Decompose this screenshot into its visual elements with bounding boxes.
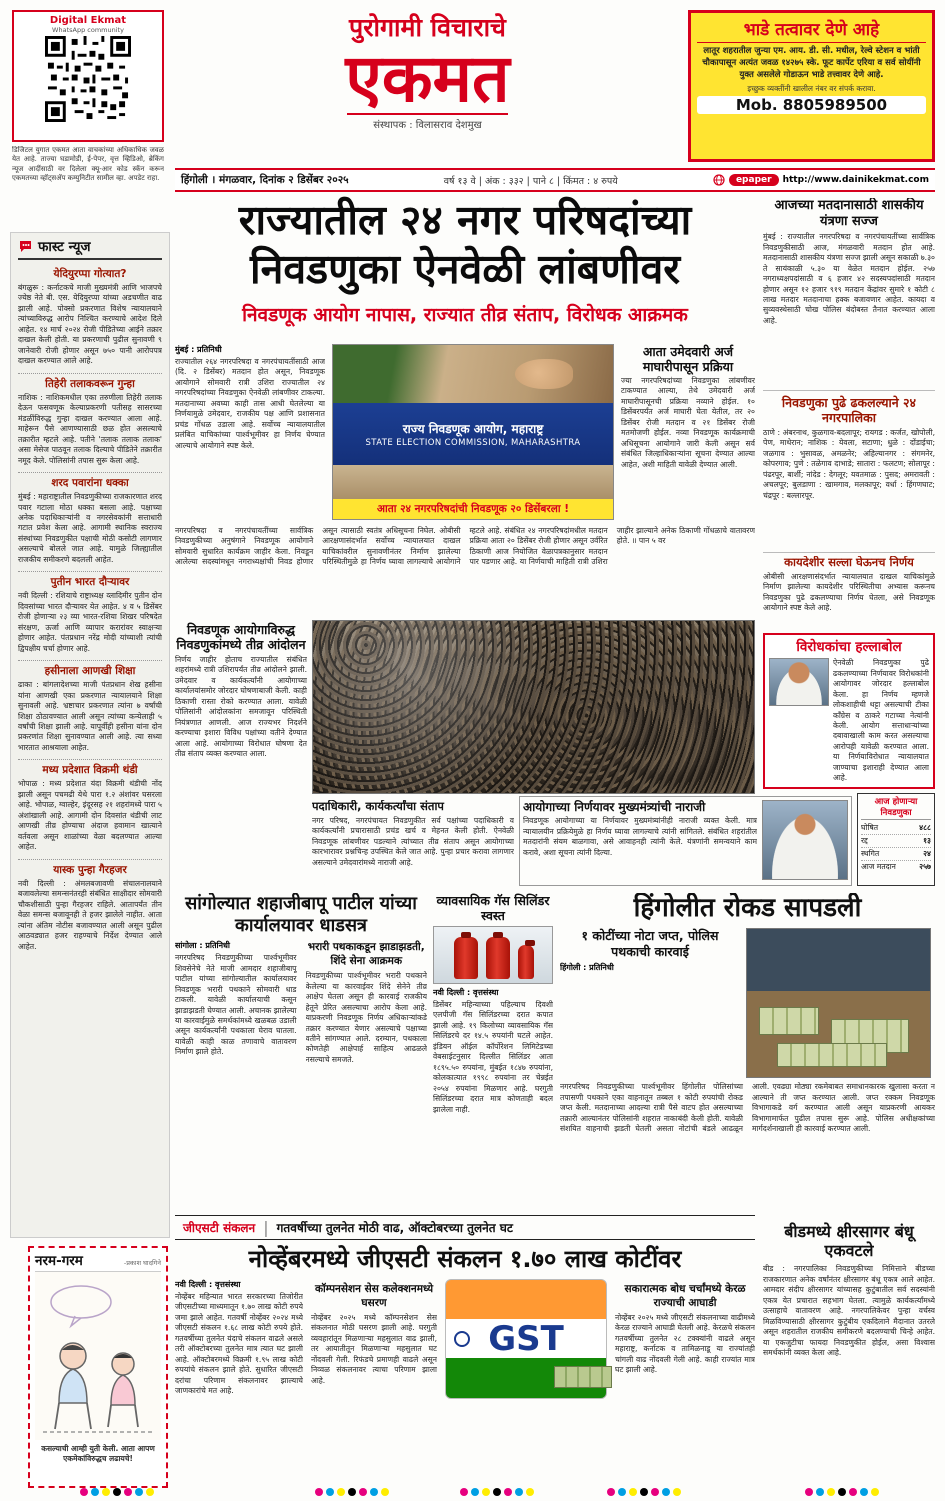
fast-news-body: बंगळुरू : कर्नाटकचे माजी मुख्यमंत्री आणि भाजपचे ज्येष्ठ नेते बी. एस. येदियुरप्पा यांच्या अडचणीत वाढ झाली आहे. पोक्सो प्रकरणात विशेष न्यायालयाने त्यांच्याविरुद्ध आरोप निश्चित करण्याचे आदेश दिले आहेत. १४ मार्च २०२४ रोजी पीडितेच्या आईने तक्रार दाखल केली होती. या प्रकरणाची पुढील सुनावणी ९ जानेवारी रोजी होणार असून ७५० पानी आरोपपत्र दाखल करण्यात आले आहे. (18, 283, 162, 366)
masthead-founder: संस्थापक : विलासराव देशमुख (347, 113, 508, 131)
beed-headline: बीडमध्ये क्षीरसागर बंधू एकवटले (784, 1222, 914, 1261)
stat-label: आज मतदान (861, 862, 896, 871)
stat-value: २५७ (919, 862, 931, 871)
fast-news-headline: पुतीन भारत दौऱ्यावर (50, 576, 130, 589)
sangola-body-1: नगरपरिषद निवडणुकीच्या पार्श्वभूमीवर शिवसेनेचे नेते माजी आमदार शहाजीबापू पाटील यांच्या सांगोल्यातील कार्यालयावर निवडणूक भरारी पथकाने सोमवारी धाड टाकली. यावेळी कार्यालयाची कसून झाडाझडती घेण्यात आली. अचानक झालेल्या या कारवाईमुळे समर्थकांमध्ये खळबळ उडाली असून कार्यकर्त्यांनी पथकाला घेराव घातला. यावेळी काही काळ तणावाचे वातावरण निर्माण झाले होते. (175, 953, 297, 1057)
beed-body: बीड : नगरपालिका निवडणुकीच्या निमित्ताने बीडच्या राजकारणात अनेक वर्षांनंतर क्षीरसागर बंधू एकत्र आले आहेत. आमदार संदीप क्षीरसागर यांच्यासह कुटुंबातील सर्व सदस्यांनी एकत्र येत प्रचारात सहभाग घेतला. त्यामुळे कार्यकर्त्यांमध्ये उत्साहाचे वातावरण आहे. नगरपालिकेवर पुन्हा वर्चस्व मिळविण्यासाठी क्षीरसागर कुटुंबीय एकदिलाने मैदानात उतरले असून शहरातील राजकीय समीकरणे बदलण्याची चिन्हे आहेत. या एकजुटीचा फायदा निवडणुकीत होईल, असा विश्वास समर्थकांनी व्यक्त केला आहे. (763, 1264, 935, 1358)
fast-news-headline: शरद पवारांना धक्का (51, 477, 129, 490)
legal-advice-headline: कायदेशीर सल्ला घेऊनच निर्णय (784, 556, 914, 569)
gas-body: डिसेंबर महिन्याच्या पहिल्याच दिवशी एलपीजी गॅस सिलिंडरच्या दरात कपात झाली आहे. १९ किलोच्या व्यावसायिक गॅस सिलिंडरचे दर १४.५ रुपयांनी घटले आहेत. इंडियन ऑईल कॉर्पोरेशन लिमिटेडच्या वेबसाईटनुसार दिल्लीत सिलिंडर आता १८९५.५० रुपयांना, मुंबईत १८४७ रुपयांना, कोलकात्यात १९९८ रुपयांना तर चेन्नईत २०५४ रुपयांना मिळणार आहे. घरगुती सिलिंडरच्या दरात मात्र कोणताही बदल झालेला नाही. (433, 1000, 553, 1114)
todays-elections-stat-box (857, 793, 935, 886)
workers-anger-body: नगर परिषद, नगरपंचायत निवडणुकीत सर्व पक्षांच्या पदाधिकारी व कार्यकर्त्यांनी प्रचारासाठी प्रचंड खर्च व मेहनत केली होती. ऐनवेळी निवडणूक लांबणीवर पडल्याने त्यांच्यात तीव्र संताप असून आयोगाच्या कारभारावर प्रश्नचिन्ह उपस्थित केले जात आहे. पुन्हा प्रचार करावा लागणार असल्याने उमेदवारांमध्ये नाराजी आहे. (312, 815, 514, 867)
lead-story-row (175, 344, 755, 520)
gas-byline: नवी दिल्ली : वृत्तसंस्था (433, 988, 499, 997)
sangola-body-2: निवडणुकीच्या पार्श्वभूमीवर भरारी पथकाने केलेल्या या कारवाईवर शिंदे सेनेने तीव्र आक्षेप घेतला असून ही कारवाई राजकीय हेतूने प्रेरित असल्याचा आरोप केला आहे. याप्रकरणी निवडणूक निर्णय अधिकाऱ्यांकडे तक्रार करण्यात येणार असल्याचे पक्षाच्या वतीने सांगण्यात आले. दरम्यान, पथकाला कोणतेही आक्षेपार्ह साहित्य आढळले नसल्याचे समजते. (305, 971, 427, 1064)
cartoonist-credit: -प्रकाश घादगिने (123, 1259, 161, 1267)
fast-news-body: नवी दिल्ली : रशियाचे राष्ट्राध्यक्ष व्लादिमीर पुतीन दोन दिवसांच्या भारत दौऱ्यावर येत आहेत. ४ व ५ डिसेंबर रोजी होणाऱ्या २३ व्या भारत-रशिया शिखर परिषदेत संरक्षण, ऊर्जा आणि व्यापार करारांवर स्वाक्षऱ्या होणार आहेत. पंतप्रधान नरेंद्र मोदी यांच्याशी त्यांची द्विपक्षीय चर्चा होणार आहे. (18, 591, 162, 653)
protest-article (175, 622, 307, 886)
edition-date: हिंगोली । मंगळवार, दिनांक २ डिसेंबर २०२५ (181, 174, 349, 186)
fast-news-item (18, 264, 162, 374)
gas-cylinders-photo (433, 926, 553, 984)
stat-box-title: आज होणाऱ्या निवडणुका (861, 796, 931, 820)
fast-news-body: मुंबई : महाराष्ट्रातील निवडणुकीच्या राजकारणात शरद पवार गटाला मोठा धक्का बसला आहे. पक्षाच्या अनेक पदाधिकाऱ्यांनी व नगरसेवकांनी सत्ताधारी गटात प्रवेश केला आहे. आगामी स्थानिक स्वराज्य संस्थांच्या निवडणुकीत पक्षाची मोठी कसोटी लागणार असल्याचे बोलले जात आहे. यामुळे जिल्ह्यातील राजकीय समीकरणे बदलली आहेत. (18, 492, 162, 564)
postponed-councils-article (763, 395, 935, 553)
qr-code (45, 36, 131, 122)
fast-news-sidebar (10, 232, 170, 1238)
photo-overlay-caption: आता २४ नगरपरिषदांची निवडणूक २० डिसेंबरला ! (333, 499, 613, 519)
opposition-attack-headline: विरोधकांचा हल्लाबोल (796, 639, 902, 655)
fast-news-headline: मध्य प्रदेशात विक्रमी थंडी (42, 764, 138, 777)
fast-news-item (18, 374, 162, 473)
fast-news-body: भोपाळ : मध्य प्रदेशात यंदा विक्रमी थंडीची नोंद झाली असून पचमढी येथे पारा १.२ अंशांवर घसरला आहे. भोपाळ, ग्वाल्हेर, इंदूरसह २१ शहरांमध्ये पारा ५ अंशांखाली आहे. आगामी दोन दिवसांत थंडीची लाट आणखी तीव्र होण्याचा अंदाज हवामान खात्याने वर्तवला असून शाळांच्या वेळा बदलण्यात आल्या आहेत. (18, 779, 162, 852)
stat-value: ४८८ (919, 823, 931, 832)
lead-story-headline-block (175, 196, 755, 327)
editorial-cartoon-box (28, 1246, 168, 1488)
website-url[interactable]: http://www.dainikekmat.com (782, 175, 929, 185)
print-mark-cluster (80, 1488, 154, 1496)
epaper-badge[interactable]: epaper (729, 174, 779, 186)
machinery-ready-headline: आजच्या मतदानासाठी शासकीय यंत्रणा सज्ज (774, 198, 924, 229)
protest-body: निर्णय जाहीर होताच राज्यातील संबंधित शहरांमध्ये रात्री उशिरापर्यंत तीव्र आंदोलने झाली. उमेदवार व कार्यकर्त्यांनी आयोगाच्या कार्यालयांसमोर जोरदार घोषणाबाजी केली. काही ठिकाणी रास्ता रोको करण्यात आला. यावेळी पोलिसांनी आंदोलकांना समजावून परिस्थिती नियंत्रणात आणली. आज राज्यभर निदर्शने करण्याचा इशारा विविध पक्षांच्या वतीने देण्यात आला आहे. आयोगाच्या विरोधात घोषणा देत तीव्र संताप व्यक्त करण्यात आला. (175, 655, 307, 759)
workers-anger-article (312, 800, 514, 886)
masthead-title: एकमत (345, 40, 510, 117)
cash-seizure-kicker: १ कोटींच्या नोटा जप्त, पोलिस पथकाची कारवाई (581, 928, 719, 959)
cartoon-caption: कसल्याची आम्ही युती केली. आता आपण एकमेकांविरुद्धच लढायचे! (41, 1444, 155, 1463)
legal-advice-article (763, 556, 935, 630)
gst-collection-article (175, 1245, 755, 1490)
stat-row (861, 822, 931, 835)
opposition-attack-article (763, 633, 935, 789)
cartoon-drawing (35, 1272, 161, 1440)
lead-headline: राज्यातील २४ नगर परिषदांच्या निवडणुका ऐनवेळी लांबणीवर (238, 196, 692, 294)
strip-divider: | (263, 1218, 269, 1237)
print-mark-cluster (805, 1488, 879, 1496)
gst-logo-text: GST (488, 1318, 564, 1359)
sangola-sub-headline: भरारी पथकाकडून झाडाझडती, शिंदे सेना आक्रमक (307, 941, 425, 968)
beed-brothers-article (763, 1222, 935, 1490)
stat-label: स्थगित (861, 849, 880, 858)
print-mark-cluster (460, 1488, 534, 1496)
lead-body-column: राज्यातील २६४ नगरपरिषदा व नगरपंचायतींसाठी आज (दि. २ डिसेंबर) मतदान होत असून, निवडणूक आयोगाने सोमवारी रात्री उशिरा राज्यातील २४ नगरपरिषदांच्या निवडणुका ऐनवेळी लांबणीवर टाकल्या. मतदानाच्या अवघ्या काही तास आधी घेतलेल्या या निर्णयामुळे उमेदवार, राजकीय पक्ष आणि प्रशासनात प्रचंड गोंधळ उडाला आहे. सर्वोच्च न्यायालयातील प्रलंबित याचिकांच्या पार्श्वभूमीवर हा निर्णय घेण्यात आल्याचे आयोगाने स्पष्ट केले. (175, 357, 325, 450)
gst-tricolor-graphic (445, 1279, 607, 1399)
cm-displeasure-headline: आयोगाच्या निर्णयावर मुख्यमंत्र्यांची नाराजी (523, 800, 706, 814)
cess-body: नोव्हेंबर २०२५ मध्ये कॉम्पनसेशन सेस संकलनात मोठी घसरण झाली आहे. घरगुती व्यवहारांतून मिळणाऱ्या महसुलात वाढ झाली, तर आयातीतून मिळणाऱ्या महसुलात घट नोंदवली गेली. रिफंडचे प्रमाणही वाढले असून निव्वळ संकलनावर त्याचा परिणाम झाला आहे. (311, 1312, 437, 1385)
lead-continuation-text: नगरपरिषदा व नगरपंचायतींच्या सार्वत्रिक निवडणुकीच्या अनुषंगाने निवडणूक आयोगाने सोमवारी सुधारित कार्यक्रम जाहीर केला. निवडून आलेल्या सदस्यांमधून नगराध्यक्षांची निवड होणार असून त्यासाठी स्वतंत्र अधिसूचना निघेल. ओबीसी आरक्षणासंदर्भात सर्वोच्च न्यायालयात दाखल याचिकांवरील सुनावणीनंतर निर्माण झालेल्या परिस्थितीमुळे हा निर्णय घ्यावा लागल्याचे आयोगाने म्हटले आहे. संबंधित २४ नगरपरिषदांमधील मतदान प्रक्रिया आता २० डिसेंबर रोजी होणार असून उर्वरित ठिकाणी आज नियोजित वेळापत्रकानुसार मतदान पार पडणार आहे. या निर्णयाची माहिती रात्री उशिरा जाहीर झाल्याने अनेक ठिकाणी गोंधळाचे वातावरण होते. ॥ पान ५ वर (175, 526, 755, 567)
stat-label: घोषित (861, 823, 879, 832)
gas-cylinder-graphic (518, 945, 534, 979)
qr-caption-text: डिजिटल युगात एकमत आता वाचकांच्या अधिकाधिक जवळ येत आहे. ताज्या घडामोडी, ई-पेपर, वृत्त व्हिडिओ, ब्रेकिंग न्यूज आदींसाठी वर दिलेला क्यू-आर कोड स्कॅन करून एकमतच्या व्हॉट्सॲप कम्युनिटीत सामील व्हा. अपडेट राहा. (12, 146, 164, 183)
gst-strip-label: जीएसटी संकलन (183, 1221, 256, 1235)
ec-board-english: STATE ELECTION COMMISSION, MAHARASHTRA (365, 438, 581, 448)
cash-seizure-photo (746, 928, 931, 1078)
fast-news-headline: हसीनाला आणखी शिक्षा (44, 665, 136, 678)
cm-displeasure-article (519, 796, 852, 886)
print-mark-cluster (607, 1488, 681, 1496)
date-bar (175, 168, 935, 192)
kerala-body: नोव्हेंबर २०२५ मध्ये जीएसटी संकलनाच्या वाढीमध्ये केरळ राज्याने आघाडी घेतली आहे. केरळचे संकलन गतवर्षीच्या तुलनेत २८ टक्क्यांनी वाढले असून महाराष्ट्र, कर्नाटक व तामिळनाडू या राज्यांतही चांगली वाढ नोंदवली गेली आहे. काही राज्यांत मात्र घट झाली आहे. (615, 1312, 755, 1375)
withdrawal-process-body: ज्या नगरपरिषदांच्या निवडणुका लांबणीवर टाकण्यात आल्या, तेथे उमेदवारी अर्ज माघारीपासूनची प्रक्रिया नव्याने होईल. १० डिसेंबरपर्यंत अर्ज माघारी घेता येतील, तर २० डिसेंबर रोजी मतदान व २१ डिसेंबर रोजी मतमोजणी होईल. नव्या निवडणूक कार्यक्रमाची अधिसूचना आयोगाने जारी केली असून सर्व संबंधित जिल्हाधिकाऱ्यांना सूचना देण्यात आल्या आहेत, अशी माहिती यावेळी देण्यात आली. (621, 376, 755, 469)
currency-note-graphic (554, 1366, 612, 1388)
cm-displeasure-body: निवडणूक आयोगाच्या या निर्णयावर मुख्यमंत्र्यांनीही नाराजी व्यक्त केली. मात्र न्यायालयीन प्रक्रियेमुळे हा निर्णय घ्यावा लागल्याचे त्यांनी सांगितले. संबंधित शहरांतील मतदारांनी संयम बाळगावा, असे आवाहनही त्यांनी केले. यंत्रणांनी समन्वयाने काम करावे, अशा सूचना त्यांनी दिल्या. (523, 816, 757, 857)
fast-news-body: नाशिक : नाशिकमधील एका तरुणीला तिहेरी तलाक देऊन फसवणूक केल्याप्रकरणी पतीसह सासरच्या मंडळींविरुद्ध गुन्हा दाखल करण्यात आला आहे. माहेरून पैसे आणण्यासाठी छळ होत असल्याचे तक्रारीत म्हटले आहे. पतीने 'तलाक तलाक तलाक' असा मेसेज पाठवून तलाक दिल्याचे पीडितेने तक्रारीत नमूद केले. पोलिसांनी तपास सुरू केला आहे. (18, 392, 162, 465)
digital-ekmat-qr-box (12, 10, 164, 142)
ad-phone-number: Mob. 8805989500 (697, 96, 926, 114)
ad-contact-line: इच्छुक व्यक्तींनी खालील नंबर वर संपर्क करावा. (747, 83, 876, 93)
stat-row (861, 861, 931, 873)
fast-news-item (18, 572, 162, 661)
masthead (180, 6, 675, 166)
gst-strip-text: गतवर्षीच्या तुलनेत मोठी वाढ, ऑक्टोबरच्या तुलनेत घट (276, 1221, 513, 1235)
speech-bubble-icon (18, 239, 33, 254)
fast-news-item (18, 661, 162, 760)
ad-body: लातूर शहरातील जुन्या एम. आय. डी. सी. मधील, रेल्वे स्टेशन व भांती चौकापासून अत्यंत जवळ १४२७५ स्के. फूट कार्पेट एरिया व सर्व सोयींनी युक्त असलेले गोडाऊन भाडे तत्त्वावर देणे आहे. (702, 46, 921, 80)
qr-box-title: Digital Ekmat (49, 15, 127, 26)
fast-news-body: नवी दिल्ली : अंमलबजावणी संचालनालयाने बजावलेल्या समन्सनंतरही संबंधित साक्षीदार सोमवारी चौकशीसाठी पुन्हा गैरहजर राहिले. आतापर्यंत तीन वेळा समन्स बजावूनही ते हजर झालेले नाहीत. आता त्यांना अंतिम नोटीस बजावण्यात आली असून पुढील आठवड्यात हजर राहण्याचे निर्देश देण्यात आले आहेत. (18, 878, 162, 951)
stat-label: रद्द (861, 836, 868, 845)
sangola-raid-headline: सांगोल्यात शहाजीबापू पाटील यांच्या कार्यालयावर धाडसत्र (185, 893, 417, 936)
voting-hand-graphic (515, 359, 573, 389)
lead-subhead: निवडणूक आयोग नापास, राज्यात तीव्र संताप, विरोधक आक्रमक (242, 304, 688, 327)
print-mark-cluster (315, 1488, 389, 1496)
cash-seizure-article (560, 893, 935, 1211)
machinery-ready-body: मुंबई : राज्यातील नगरपरिषदा व नगरपंचायतींच्या सार्वत्रिक निवडणुकीसाठी आज, मंगळवारी मतदान होत आहे. मतदानासाठी शासकीय यंत्रणा सज्ज झाली असून सकाळी ७.३० ते सायंकाळी ५.३० या वेळेत मतदान होईल. २५७ नगराध्यक्षपदांसाठी व ६ हजार ४२ सदस्यपदांसाठी मतदान होणार असून १२ हजार ९१९ मतदान केंद्रांवर सुमारे १ कोटी ८ लाख मतदार मतदानाचा हक्क बजावणार आहेत. कायदा व सुव्यवस्थेसाठी चोख पोलिस बंदोबस्त तैनात करण्यात आला आहे. (763, 232, 935, 325)
fast-news-item (18, 860, 162, 958)
kerala-sub-headline: सकारात्मक बोध चर्चांमध्ये केरळ राज्याची आघाडी (624, 1282, 746, 1309)
fast-news-item (18, 760, 162, 859)
fast-news-headline: येदियुरप्पा गोत्यात? (53, 268, 127, 280)
rental-advertisement (688, 10, 935, 162)
cash-seizure-byline: हिंगोली : प्रतिनिधी (560, 963, 614, 973)
gst-byline: नवी दिल्ली : वृत्तसंस्था (175, 1279, 241, 1289)
issue-info: वर्ष १३ वे | अंक : ३३२ | पाने ८ | किंमत : ४ रुपये (443, 175, 618, 187)
globe-icon (713, 174, 725, 186)
cartoon-title: नरम-गरम (35, 1253, 83, 1269)
fast-news-body: ढाका : बांगलादेशच्या माजी पंतप्रधान शेख हसीना यांना आणखी एका प्रकरणात न्यायालयाने शिक्षा सुनावली आहे. भ्रष्टाचार प्रकरणात त्यांना ७ वर्षांची शिक्षा ठोठावण्यात आली असून त्यांच्या कन्येलाही ५ वर्षांची शिक्षा झाली आहे. यापूर्वीही हसीना यांना दोन प्रकरणांत शिक्षा सुनावण्यात आली आहे. त्या सध्या भारतात आश्रयाला आहेत. (18, 680, 162, 752)
withdrawal-process-headline: आता उमेदवारी अर्ज माघारीपासून प्रक्रिया (642, 344, 734, 374)
chief-minister-photo (762, 800, 848, 880)
gas-cylinder-headline: व्यावसायिक गॅस सिलिंडर स्वस्त (436, 893, 550, 923)
cess-sub-headline: कॉम्पनसेशन सेस कलेक्शनमध्ये घसरण (314, 1282, 434, 1309)
gst-headline: नोव्हेंबरमध्ये जीएसटी संकलन १.७० लाख कोटींवर (248, 1245, 682, 1273)
ec-board-marathi: राज्य निवडणूक आयोग, महाराष्ट्र (402, 422, 544, 436)
stat-value: १३ (923, 836, 931, 845)
stat-row (861, 835, 931, 848)
cash-seizure-body: नगरपरिषद निवडणुकीच्या पार्श्वभूमीवर हिंगोलीत पोलिसांच्या तपासणी पथकाने एका वाहनातून तब्बल १ कोटी रुपयांची रोकड जप्त केली. मतदानाच्या आदल्या रात्री पैसे वाटप होत असल्याच्या तक्रारी आल्यानंतर पोलिसांनी शहरात नाकाबंदी केली होती. यावेळी संशयित वाहनाची झडती घेतली असता नोटांची बंडले आढळून आली. एवढ्या मोठ्या रकमेबाबत समाधानकारक खुलासा करता न आल्याने ती जप्त करण्यात आली. जप्त रक्कम निवडणूक विभागाकडे वर्ग करण्यात आली असून याप्रकरणी आयकर विभागामार्फत पुढील तपास सुरू आहे. पोलिस अधीक्षकांच्या मार्गदर्शनाखाली ही कारवाई करण्यात आली. (560, 1082, 935, 1134)
fast-news-headline: तिहेरी तलाकवरून गुन्हा (45, 377, 135, 390)
postponed-councils-headline: निवडणुका पुढे ढकलल्याने २४ नगरपालिका (781, 395, 917, 425)
fast-news-title: फास्ट न्यूज (38, 239, 91, 255)
gst-section-strip (175, 1215, 755, 1240)
machinery-ready-article (763, 198, 935, 391)
election-commission-photo (332, 344, 614, 520)
masthead-tagline: पुरोगामी विचाराचे (349, 13, 506, 42)
gas-cylinder-article (433, 893, 553, 1211)
postponed-councils-list: ठाणे : अंबरनाथ, कुळगाव-बदलापूर; रायगड : कर्जत, खोपोली, पेण, माथेरान; नाशिक : येवला, सटाणा; धुळे : दोंडाईचा; जळगाव : भुसावळ, अमळनेर; अहिल्यानगर : संगमनेर, कोपरगाव; पुणे : तळेगाव दाभाडे; सातारा : फलटण; सोलापूर : पंढरपूर, बार्शी; नांदेड : देगलूर; यवतमाळ : पुसद; अमरावती : अचलपूर; बुलडाणा : खामगाव, मलकापूर; वर्धा : हिंगणघाट; चंद्रपूर : बल्लारपूर. (763, 428, 935, 500)
stat-value: २४ (923, 849, 931, 858)
protest-headline: निवडणूक आयोगाविरुद्ध निवडणुकांमध्ये तीव्र आंदोलन (176, 622, 306, 652)
qr-box-subtitle: WhatsApp community (52, 26, 124, 34)
gas-cylinder-graphic (486, 937, 510, 979)
gas-cylinder-graphic (454, 937, 478, 979)
opposition-attack-body: ऐनवेळी निवडणुका पुढे ढकलण्याच्या निर्णयावर विरोधकांनी आयोगावर जोरदार हल्लाबोल केला. हा निर्णय म्हणजे लोकशाहीची थट्टा असल्याची टीका काँग्रेस व ठाकरे गटाच्या नेत्यांनी केली. आयोग सत्ताधाऱ्यांच्या दबावाखाली काम करत असल्याचा आरोपही यावेळी करण्यात आला. या निर्णयाविरोधात न्यायालयात जाण्याचा इशाराही देण्यात आला आहे. (833, 658, 929, 783)
stat-row (861, 848, 931, 861)
cash-seizure-headline: हिंगोलीत रोकड सापडली (633, 893, 862, 923)
fast-news-item (18, 473, 162, 572)
gst-body: नोव्हेंबर महिन्यात भारत सरकारच्या तिजोरीत जीएसटीच्या माध्यमातून १.७० लाख कोटी रुपये जमा झाले आहेत. गतवर्षी नोव्हेंबर २०२४ मध्ये जीएसटी संकलन १.६८ लाख कोटी रुपये होते. गतवर्षीच्या तुलनेत यंदाचे संकलन वाढले असले तरी ऑक्टोबरच्या तुलनेत मात्र त्यात घट झाली आहे. ऑक्टोबरमध्ये विक्रमी १.९५ लाख कोटी रुपयांचे संकलन झाले होते. सुधारित जीएसटी दरांचा परिणाम संकलनावर झाल्याचे जाणकारांचे मत आहे. (175, 1291, 303, 1396)
ad-title: भाडे तत्वावर देणे आहे (697, 17, 926, 43)
lead-byline: मुंबई : प्रतिनिधी (175, 345, 222, 354)
cash-stack-graphic (777, 1043, 887, 1067)
sangola-raid-article (175, 893, 427, 1211)
cash-stack-graphic (759, 1007, 819, 1035)
fast-news-headline: यास्क पुन्हा गैरहजर (53, 863, 127, 876)
opposition-leader-photo (769, 658, 829, 706)
workers-anger-headline: पदाधिकारी, कार्यकर्त्यांचा संताप (312, 800, 444, 813)
legal-advice-body: ओबीसी आरक्षणासंदर्भात न्यायालयात दाखल याचिकांमुळे निर्माण झालेल्या कायदेशीर परिस्थितीचा अभ्यास करूनच निवडणुका पुढे ढकलण्याचा निर्णय घेतला, असे निवडणूक आयोगाने स्पष्ट केले आहे. (763, 571, 935, 613)
protest-crowd-photo (312, 620, 755, 794)
sangola-byline: सांगोला : प्रतिनिधी (175, 941, 231, 951)
